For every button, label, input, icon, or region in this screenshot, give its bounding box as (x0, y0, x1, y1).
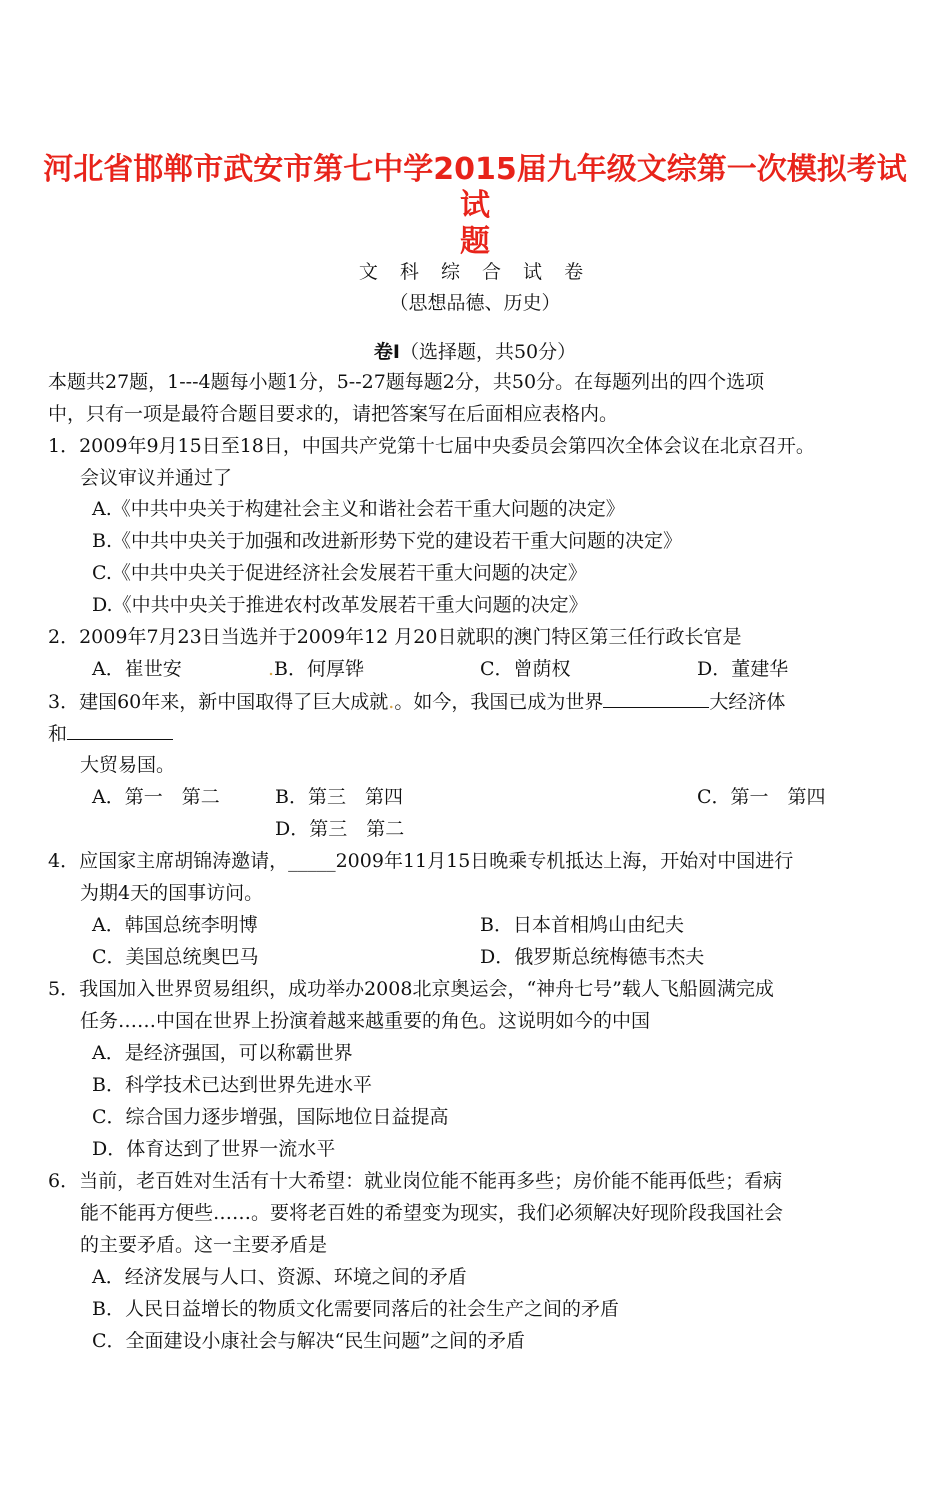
q5-option-b: B．科学技术已达到世界先进水平 (92, 1074, 372, 1096)
section-note: （选择题，共50分） (399, 341, 577, 363)
subtitle-subjects: （思想品德、历史） (389, 292, 561, 314)
q3-option-b: B．第三 第四 (275, 786, 403, 808)
section-label: 卷Ⅰ (373, 341, 400, 363)
q5-option-d: D．体育达到了世界一流水平 (92, 1138, 336, 1160)
q2-option-c: C．曾荫权 (480, 658, 571, 680)
q3-stem-line-2 (48, 721, 173, 746)
q5-stem-line-1: 5．我国加入世界贸易组织，成功举办2008北京奥运会，“神舟七号”载人飞船圆满完成 (48, 978, 774, 1000)
q2-option-b (268, 657, 364, 681)
intro-line-1: 本题共27题，1---4题每小题1分，5--27题每题2分，共50分。在每题列出的四个选项 (48, 371, 765, 393)
q4-option-c: C．美国总统奥巴马 (92, 946, 259, 968)
q3-stem-part-b: 。如今，我国已成为世界 (394, 691, 604, 713)
q1-option-d: D.《中共中央关于推进农村改革发展若干重大问题的决定》 (92, 594, 588, 616)
title-line-2: 题 (460, 224, 490, 259)
section-heading (0, 337, 950, 364)
q2-stem: 2．2009年7月23日当选并于2009年12 月20日就职的澳门特区第三任行政长官是 (48, 626, 742, 648)
q1-option-a: A.《中共中央关于构建社会主义和谐社会若干重大问题的决定》 (92, 498, 625, 520)
q3-stem-mark: . (388, 691, 395, 713)
q3-stem-line-3: 大贸易国。 (80, 754, 176, 776)
q3-option-d: D．第三 第二 (275, 818, 405, 840)
q2-option-a: A．崔世安 (92, 658, 182, 680)
q5-stem-line-2: 任务……中国在世界上扮演着越来越重要的角色。这说明如今的中国 (80, 1010, 651, 1032)
q3-stem-and: 和 (48, 723, 68, 745)
q2-option-b-mark: . (268, 658, 275, 680)
q5-option-a: A．是经济强国，可以称霸世界 (92, 1042, 353, 1064)
q5-option-c: C．综合国力逐步增强，国际地位日益提高 (92, 1106, 449, 1128)
title-line-1: 河北省邯郸市武安市第七中学2015届九年级文综第一次模拟考试试 (43, 152, 907, 223)
q6-option-b: B．人民日益增长的物质文化需要同落后的社会生产之间的矛盾 (92, 1298, 619, 1320)
q1-stem-line-1: 1．2009年9月15日至18日，中国共产党第十七届中央委员会第四次全体会议在北京召开。 (48, 435, 815, 457)
q2-option-d: D．董建华 (697, 658, 789, 680)
q2-option-b-text: B．何厚铧 (274, 658, 365, 680)
q1-stem-line-2: 会议审议并通过了 (80, 467, 233, 489)
q3-option-a: A．第一 第二 (92, 786, 220, 808)
q4-stem-line-2: 为期4天的国事访问。 (80, 882, 264, 904)
intro-line-2: 中，只有一项是最符合题目要求的，请把答案写在后面相应表格内。 (48, 403, 619, 425)
q4-option-a: A．韩国总统李明博 (92, 914, 258, 936)
q3-stem-part-c: 大经济体 (709, 691, 786, 713)
q1-option-c: C.《中共中央关于促进经济社会发展若干重大问题的决定》 (92, 562, 587, 584)
document-title (40, 152, 910, 260)
q6-option-c: C．全面建设小康社会与解决“民生问题”之间的矛盾 (92, 1330, 525, 1352)
q3-stem-part-a: 3．建国60年来，新中国取得了巨大成就 (48, 691, 389, 713)
q6-option-a: A．经济发展与人口、资源、环境之间的矛盾 (92, 1266, 467, 1288)
q3-stem-line-1 (48, 689, 785, 714)
subtitle: 文 科 综 合 试 卷 (358, 261, 592, 283)
q3-blank-1 (603, 689, 709, 708)
q6-stem-line-2: 能不能再方便些……。要将老百姓的希望变为现实，我们必须解决好现阶段我国社会 (80, 1202, 784, 1224)
q6-stem-line-3: 的主要矛盾。这一主要矛盾是 (80, 1234, 328, 1256)
q4-stem-line-1: 4．应国家主席胡锦涛邀请，_____2009年11月15日晚乘专机抵达上海，开始对中国进行 (48, 850, 794, 872)
q4-option-b: B．日本首相鸠山由纪夫 (480, 914, 684, 936)
q1-option-b: B.《中共中央关于加强和改进新形势下党的建设若干重大问题的决定》 (92, 530, 683, 552)
q6-stem-line-1: 6．当前，老百姓对生活有十大希望：就业岗位能不能再多些；房价能不能再低些；看病 (48, 1170, 783, 1192)
q3-blank-2 (67, 721, 173, 740)
q3-option-c: C．第一 第四 (697, 786, 826, 808)
q4-option-d: D．俄罗斯总统梅德韦杰夫 (480, 946, 705, 968)
